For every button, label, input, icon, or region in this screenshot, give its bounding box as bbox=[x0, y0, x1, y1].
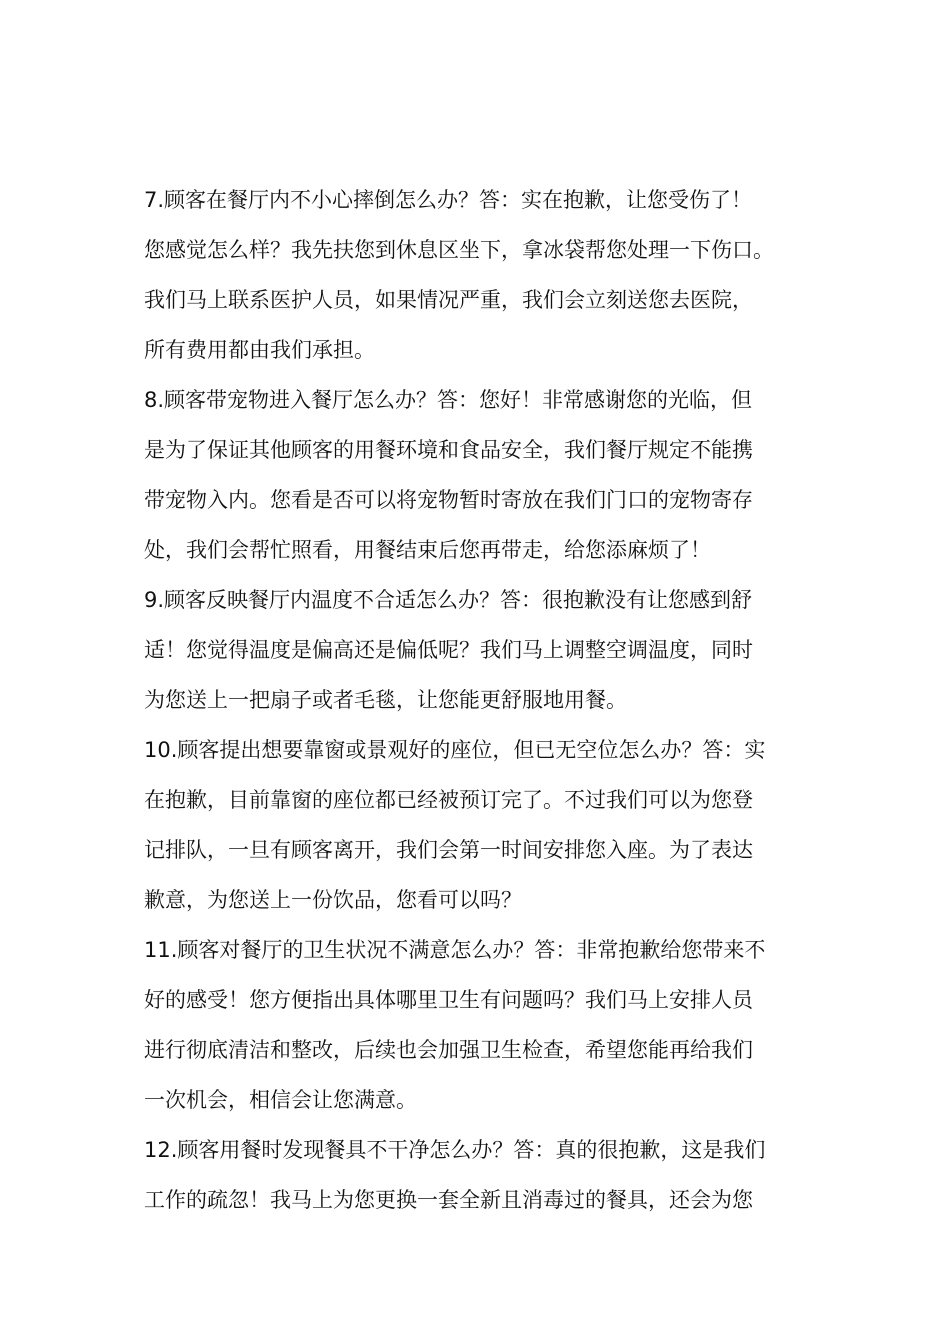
text-line-17: 好的感受！您方便指出具体哪里卫生有问题吗？我们马上安排人员 bbox=[144, 988, 753, 1012]
text-line-19: 一次机会，相信会让您满意。 bbox=[144, 1088, 417, 1112]
text-line-1: 7.顾客在餐厅内不小心摔倒怎么办？答：实在抱歉，让您受伤了！ bbox=[144, 188, 753, 212]
text-line-6: 是为了保证其他顾客的用餐环境和食品安全，我们餐厅规定不能携 bbox=[144, 438, 753, 462]
text-line-16: 11.顾客对餐厅的卫生状况不满意怎么办？答：非常抱歉给您带来不 bbox=[144, 938, 766, 962]
text-line-4: 所有费用都由我们承担。 bbox=[144, 338, 375, 362]
text-line-12: 10.顾客提出想要靠窗或景观好的座位，但已无空位怎么办？答：实 bbox=[144, 738, 766, 762]
text-line-14: 记排队，一旦有顾客离开，我们会第一时间安排您入座。为了表达 bbox=[144, 838, 753, 862]
text-line-8: 处，我们会帮忙照看，用餐结束后您再带走，给您添麻烦了！ bbox=[144, 538, 711, 562]
text-line-3: 我们马上联系医护人员，如果情况严重，我们会立刻送您去医院， bbox=[144, 288, 753, 312]
text-line-2: 您感觉怎么样？我先扶您到休息区坐下，拿冰袋帮您处理一下伤口。 bbox=[144, 238, 774, 262]
text-line-7: 带宠物入内。您看是否可以将宠物暂时寄放在我们门口的宠物寄存 bbox=[144, 488, 753, 512]
text-line-20: 12.顾客用餐时发现餐具不干净怎么办？答：真的很抱歉，这是我们 bbox=[144, 1138, 766, 1162]
text-line-10: 适！您觉得温度是偏高还是偏低呢？我们马上调整空调温度，同时 bbox=[144, 638, 753, 662]
text-line-13: 在抱歉，目前靠窗的座位都已经被预订完了。不过我们可以为您登 bbox=[144, 788, 753, 812]
text-line-5: 8.顾客带宠物进入餐厅怎么办？答：您好！非常感谢您的光临，但 bbox=[144, 388, 753, 412]
text-line-11: 为您送上一把扇子或者毛毯，让您能更舒服地用餐。 bbox=[144, 688, 627, 712]
text-line-9: 9.顾客反映餐厅内温度不合适怎么办？答：很抱歉没有让您感到舒 bbox=[144, 588, 753, 612]
text-line-18: 进行彻底清洁和整改，后续也会加强卫生检查，希望您能再给我们 bbox=[144, 1038, 753, 1062]
text-line-21: 工作的疏忽！我马上为您更换一套全新且消毒过的餐具，还会为您 bbox=[144, 1188, 753, 1212]
document-body bbox=[144, 175, 824, 1225]
text-line-15: 歉意，为您送上一份饮品，您看可以吗？ bbox=[144, 888, 522, 912]
